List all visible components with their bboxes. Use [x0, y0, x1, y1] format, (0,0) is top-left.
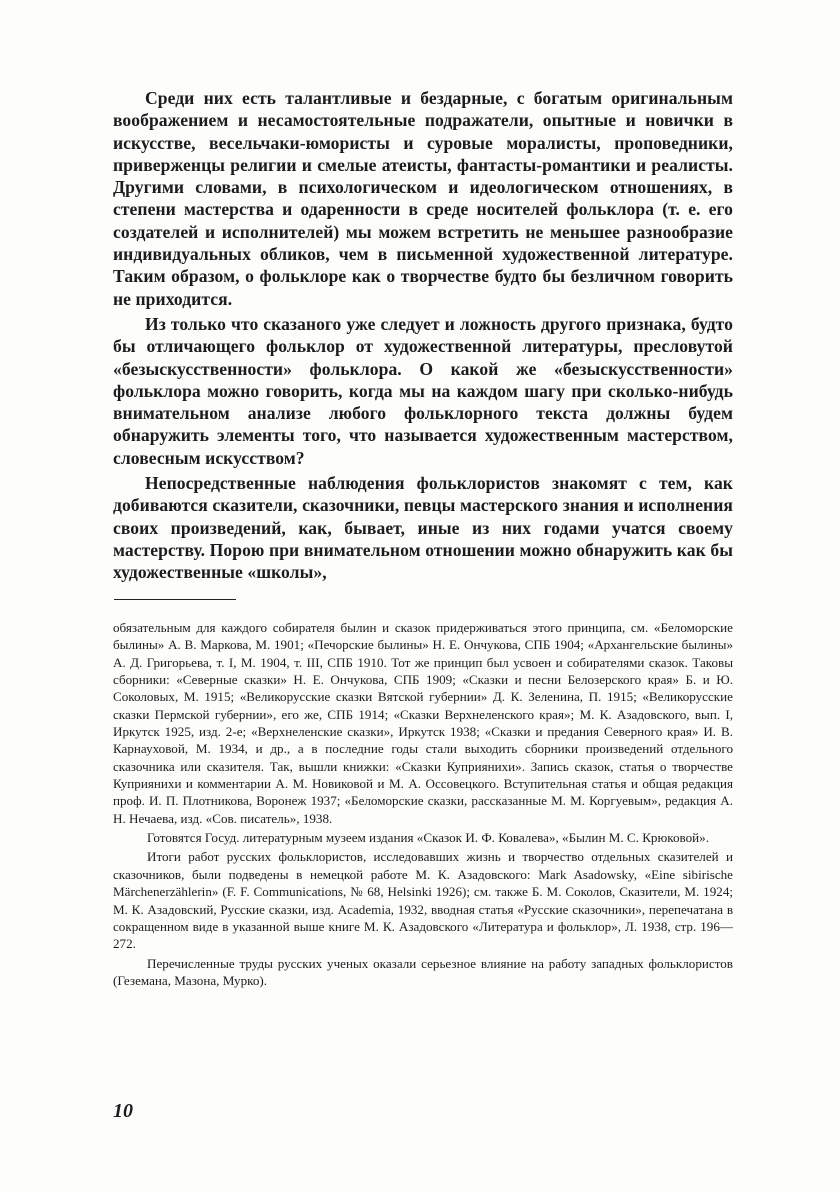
footnotes: [113, 619, 733, 989]
footnote-continuation: обязательным для каждого собирателя былин и сказок придерживаться этого принципа, см. «Беломорские былины» А. В. Маркова, М. 1901; «Печорские былины» Н. Е. Ончукова, СПБ 1904; «Архангельские былины» А. Д. Григорьева, т. I, М. 1904, т. III, СПБ 1910. Тот же принцип был усвоен и собирателями сказок. Таковы сборники: «Северные сказки» Н. Е. Ончукова, СПБ 1909; «Сказки и песни Белозерского края» Б. и Ю. Соколовых, М. 1915; «Великорусские сказки Вятской губернии» Д. К. Зеленина, П. 1915; «Великорусские сказки Пермской губернии», его же, СПБ 1914; «Сказки Верхнеленского края»; М. К. Азадовского, вып. I, Иркутск 1925, изд. 2-е; «Верхнеленские сказки», Иркутск 1938; «Сказки и предания Северного края» И. В. Карнауховой, М. 1934, и др., а в последние годы стали выходить сборники произведений отдельного сказочника или сказителя. Так, вышли книжки: «Сказки Куприянихи». Запись сказок, статья о творчестве Куприянихи и комментарии А. М. Новиковой и М. А. Оссовецкого. Вступительная статья и общая редакция проф. И. П. Плотникова, Воронеж 1937; «Беломорские сказки, рассказанные М. М. Коргуевым», редакция А. Н. Нечаева, изд. «Сов. писатель», 1938.: [113, 620, 733, 826]
main-paragraph-3: Непосредственные наблюдения фольклористов знакомят с тем, как добиваются сказители, сказочники, певцы мастерского знания и исполнения своих произведений, как, бывает, иные из них годами учатся своему мастерству. Порою при внимательном отношении можно обнаружить как бы художественные «школы»,: [113, 473, 733, 583]
main-paragraph-2: Из только что сказаного уже следует и ложность другого признака, будто бы отличающего фольклор от художественной литературы, пресловутой «безыскусственности» фольклора. О какой же «безыскусственности» фольклора можно говорить, когда мы на каждом шагу при сколько-нибудь внимательном анализе любого фольклорного текста должны будем обнаружить элементы того, что называется художественным мастерством, словесным искусством?: [113, 313, 733, 468]
main-text: [113, 87, 733, 584]
footnote-paragraph-3: Перечисленные труды русских ученых оказали серьезное влияние на работу западных фольклористов (Геземана, Мазона, Мурко).: [113, 955, 733, 988]
footnote-paragraph-1: Готовятся Госуд. литературным музеем издания «Сказок И. Ф. Ковалева», «Былин М. С. Крюковой».: [147, 830, 709, 846]
page-number: 10: [113, 1100, 133, 1122]
main-paragraph-1: Среди них есть талантливые и бездарные, с богатым оригинальным воображением и несамостоятельные подражатели, опытные и новички в искусстве, весельчаки-юмористы и суровые моралисты, проповедники, приверженцы религии и смелые атеисты, фантасты-романтики и реалисты. Другими словами, в психологическом и идеологическом отношениях, в степени мастерства и одаренности в среде носителей фольклора (т. е. его создателей и исполнителей) мы можем встретить не меньшее разнообразие индивидуальных обликов, чем в письменной художественной литературе. Таким образом, о фольклоре как о творчестве будто бы безличном говорить не приходится.: [113, 88, 733, 309]
footnote-paragraph-2: Итоги работ русских фольклористов, исследовавших жизнь и творчество отдельных сказителей и сказочников, были подведены в немецкой работе М. К. Азадовского: Mark Asadowsky, «Eine sibirische Märchenerzählerin» (F. F. Communications, № 68, Helsinki 1926); см. также Б. М. Соколов, Сказители, М. 1924; М. К. Азадовский, Русские сказки, изд. Academia, 1932, вводная статья «Русские сказочники», перепечатана в сокращенном виде в указанной выше книге М. К. Азадовского «Литература и фольклор», Л. 1938, стр. 196—272.: [113, 849, 733, 952]
footnote-divider: [114, 599, 236, 600]
